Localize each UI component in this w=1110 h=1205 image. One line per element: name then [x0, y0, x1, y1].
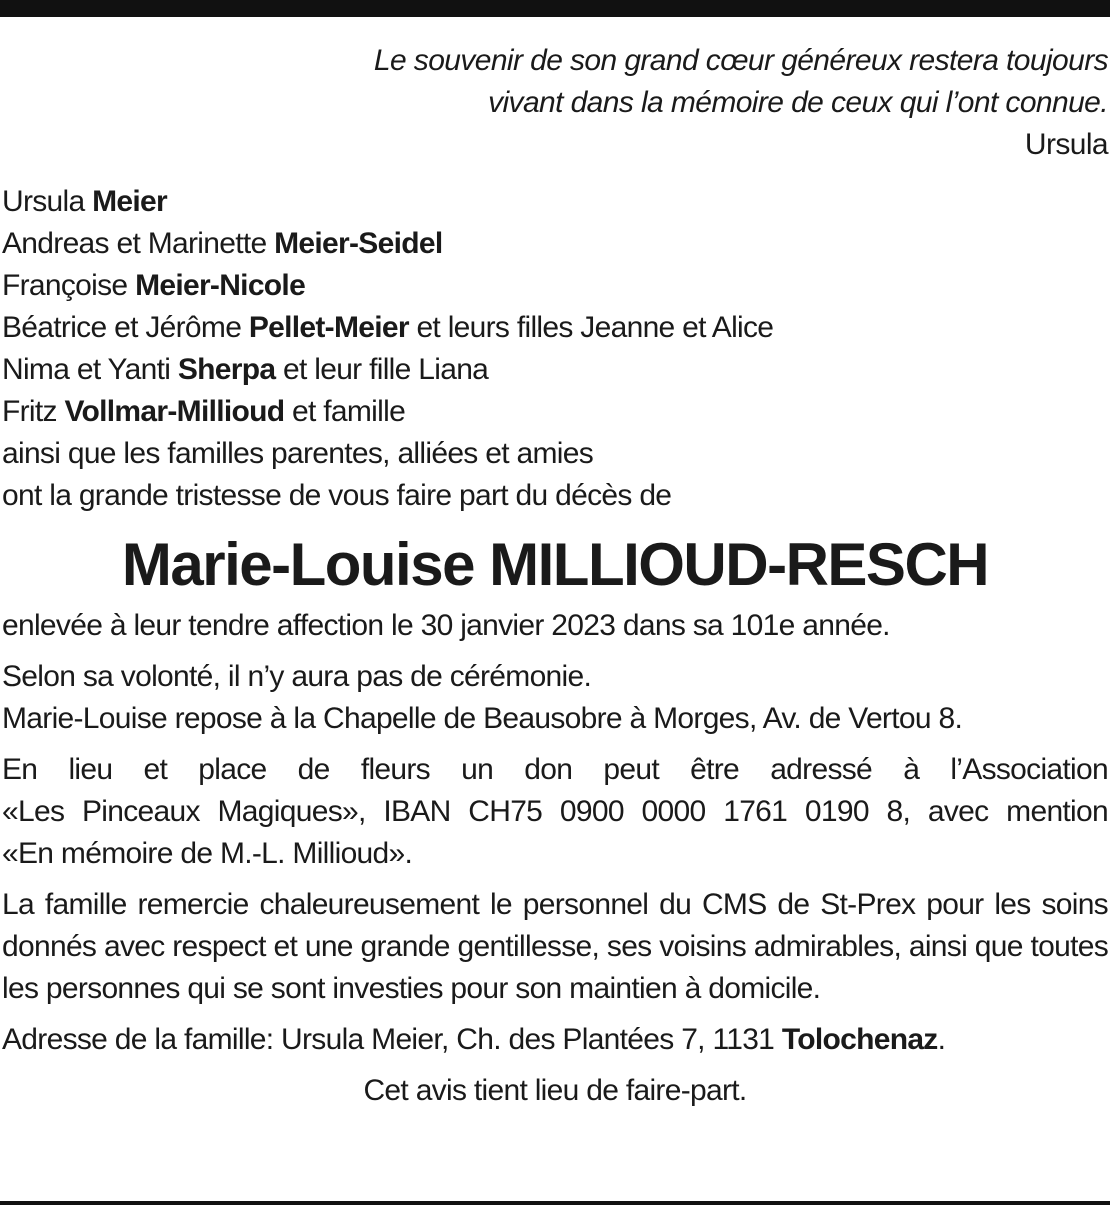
family-list [2, 181, 1108, 517]
intro-line: ont la grande tristesse de vous faire part du décès de [2, 479, 672, 512]
ceremony-line: Marie-Louise repose à la Chapelle de Beausobre à Morges, Av. de Vertou 8. [2, 702, 963, 735]
family-name: Pellet-Meier [248, 311, 409, 344]
family-name: Meier [92, 185, 167, 218]
quote-signature: Ursula [1024, 128, 1108, 161]
family-name: Sherpa [177, 353, 276, 386]
quote-line: vivant dans la mémoire de ceux qui l’ont connue. [488, 86, 1108, 119]
death-announcement: enlevée à leur tendre affection le 30 janvier 2023 dans sa 101e année. [2, 609, 890, 642]
top-rule [0, 0, 1110, 17]
deceased-name: Marie-Louise MILLIOUD-RESCH [121, 531, 989, 598]
thanks-paragraph: La famille remercie chaleureusement le personnel du CMS de St-Prex pour les soins donnés avec respect et une grande gentillesse, ses voisins admirables, ainsi que toutes les personnes qui se sont investies pour son maintien à domicile. [2, 888, 1108, 1005]
ceremony-info [2, 656, 1108, 740]
donation-line: En lieu et place de fleurs un don peut être adressé à l’Association [2, 753, 1108, 786]
obituary-notice [2, 40, 1108, 1112]
family-name: Vollmar-Millioud [64, 395, 285, 428]
intro-line: ainsi que les familles parentes, alliées et amies [2, 437, 594, 470]
ceremony-line: Selon sa volonté, il n’y aura pas de cérémonie. [2, 660, 592, 693]
family-address: Adresse de la famille: Ursula Meier, Ch. des Plantées 7, 1131 Tolochenaz. [2, 1023, 946, 1056]
donation-line: «En mémoire de M.-L. Millioud». [2, 837, 413, 870]
epigraph-quote [2, 40, 1108, 166]
address-town: Tolochenaz [781, 1023, 938, 1056]
family-member: Andreas et Marinette Meier-Seidel [2, 227, 443, 260]
family-name: Meier-Seidel [274, 227, 443, 260]
family-member: Fritz Vollmar-Millioud et famille [2, 395, 406, 428]
family-member: Françoise Meier-Nicole [2, 269, 306, 302]
family-member: Ursula Meier [2, 185, 167, 218]
donation-info [2, 749, 1108, 875]
bottom-rule [0, 1201, 1110, 1205]
family-name: Meier-Nicole [135, 269, 306, 302]
family-member: Béatrice et Jérôme Pellet-Meier et leurs filles Jeanne et Alice [2, 311, 774, 344]
family-member: Nima et Yanti Sherpa et leur fille Liana [2, 353, 489, 386]
quote-line: Le souvenir de son grand cœur généreux restera toujours [373, 44, 1108, 77]
closing-note: Cet avis tient lieu de faire-part. [363, 1074, 747, 1107]
donation-line: «Les Pinceaux Magiques», IBAN CH75 0900 0000 1761 0190 8, avec mention [2, 795, 1108, 828]
